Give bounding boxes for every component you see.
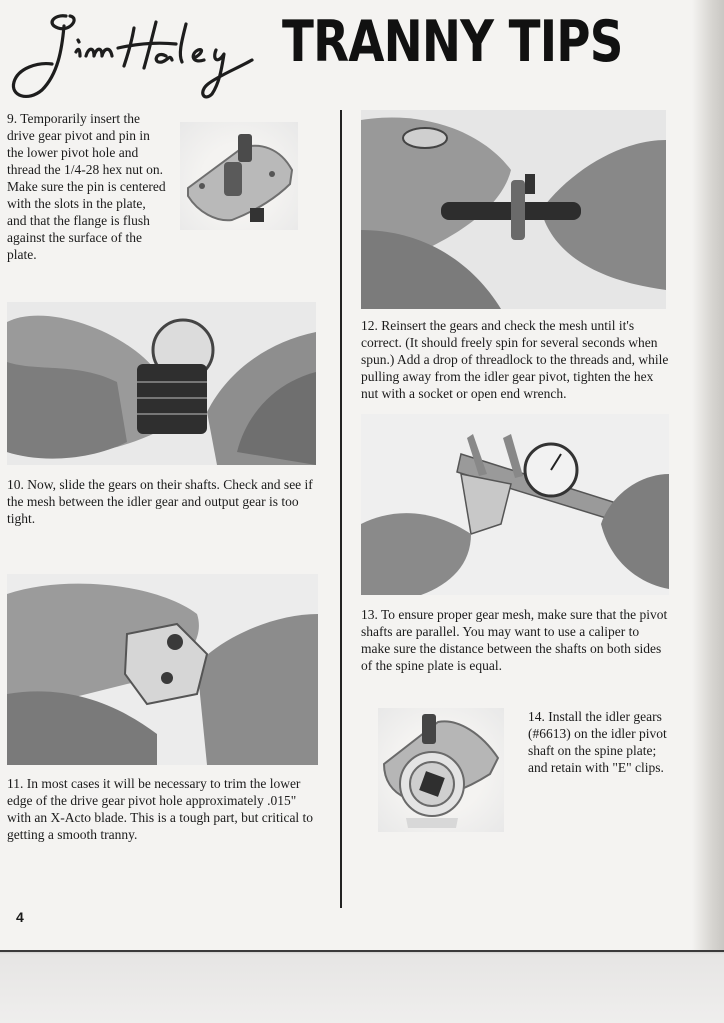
page-number: 4 [16, 909, 24, 925]
page-edge-shadow [692, 0, 724, 1023]
step-9-caption: 9. Temporarily insert the drive gear pivot and pin in the lower pivot hole and thread the 1/4-28 hex nut on. Make sure the pin is centered with the slots in the plate, and that the flange is flush against the surface of the plate. [7, 111, 166, 262]
step-14-photo [378, 708, 504, 832]
step-13-caption: 13. To ensure proper gear mesh, make sure that the pivot shafts are parallel. You may want to use a caliper to make sure the distance between the shafts on both sides of the spine plate is equal. [361, 607, 668, 673]
step-10-caption: 10. Now, slide the gears on their shafts. Check and see if the mesh between the idler gear and output gear is too tight. [7, 477, 313, 526]
step-12-caption: 12. Reinsert the gears and check the mesh until it's correct. (It should freely spin for several seconds when spun.) Add a drop of threadlock to the threads and, while pulling away from the idler gear pivot, tighten the hex nut with a socket or open end wrench. [361, 318, 669, 401]
step-11-photo [7, 574, 318, 765]
step-14-caption: 14. Install the idler gears (#6613) on the idler pivot shaft on the spine plate; and retain with "E" clips. [528, 709, 667, 775]
bottom-rule [0, 950, 724, 952]
page-bottom-edge [0, 950, 724, 1023]
step-12-photo [361, 110, 666, 309]
step-11-caption: 11. In most cases it will be necessary to trim the lower edge of the drive gear pivot hole approximately .015" with an X-Acto blade. This is a tough part, but critical to getting a smooth tranny. [7, 776, 314, 842]
author-signature [6, 4, 282, 104]
step-10-photo [7, 302, 316, 465]
step-13-photo [361, 414, 669, 595]
page-title: TRANNY TIPS [282, 9, 623, 75]
column-divider [340, 110, 342, 908]
step-9-photo [180, 122, 298, 230]
